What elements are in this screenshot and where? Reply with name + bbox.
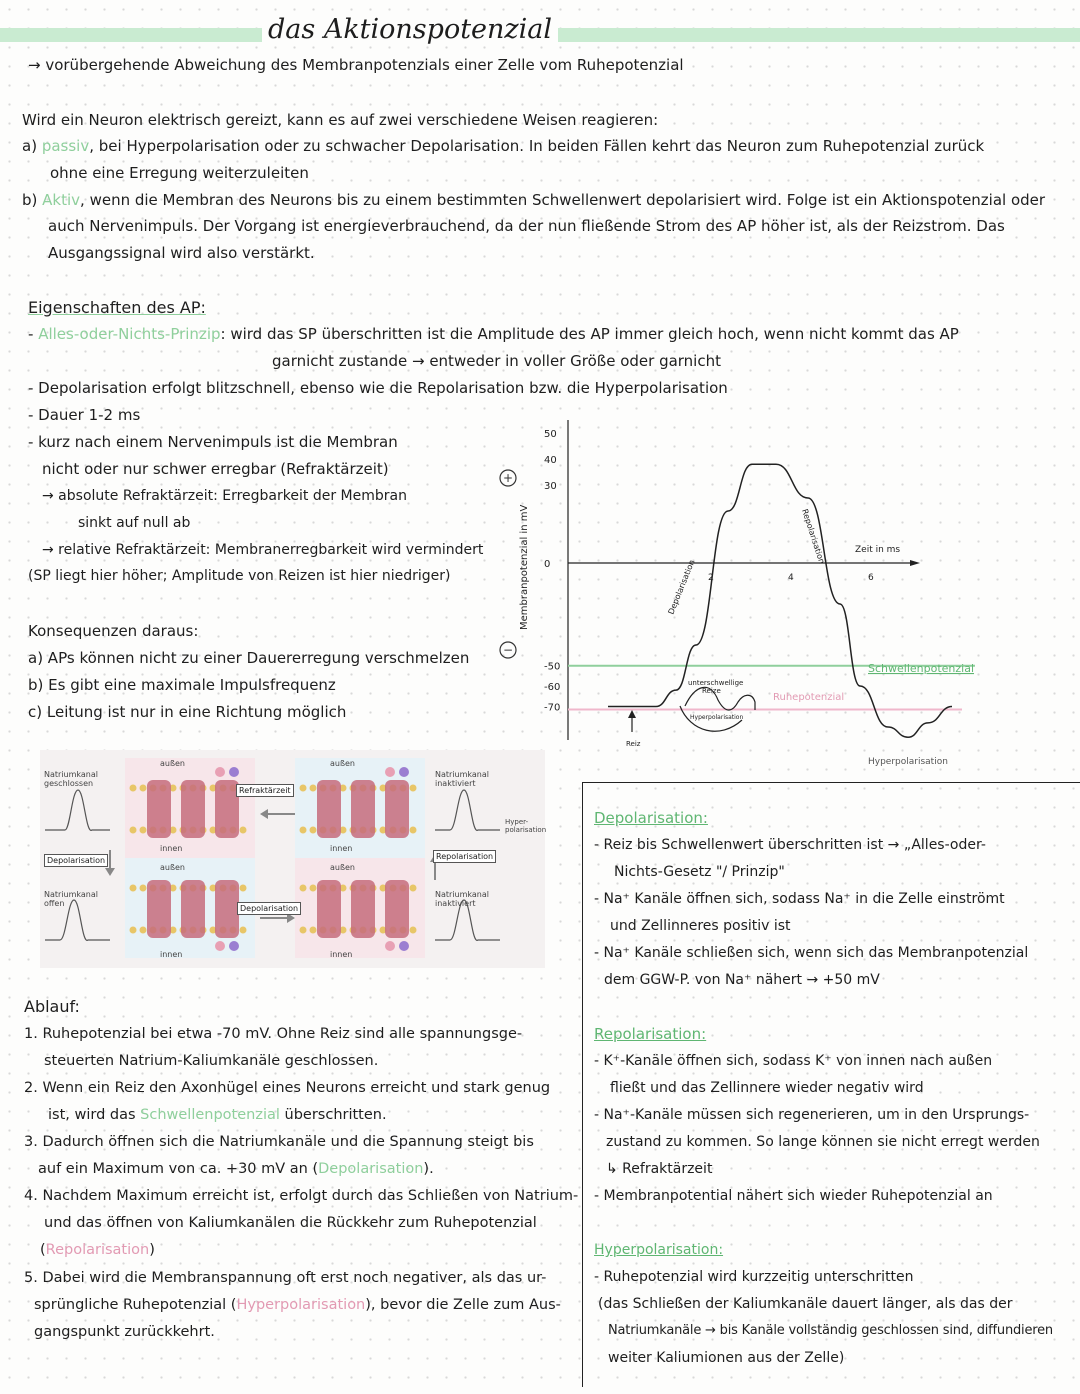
ion: [215, 941, 225, 951]
repol-heading: Repolarisation:: [594, 1025, 707, 1043]
y-tick-0: 50: [544, 429, 557, 440]
hyper-1: - Ruhepotenzial wird kurzzeitig unterschritten: [594, 1269, 914, 1285]
subthreshold-label: unterschwellige: [688, 679, 744, 687]
ion: [399, 767, 409, 777]
step-5: 5. Dabei wird die Membranspannung oft erst noch negativer, als das ur-: [24, 1270, 547, 1286]
lipid-head: [140, 885, 147, 892]
step-5-keyword: Hyperpolarisation: [236, 1297, 366, 1313]
y-tick-4: -50: [544, 661, 561, 673]
aussen-label-1: außen: [160, 759, 186, 768]
step-4-pre: (: [40, 1242, 46, 1258]
lipid-head: [130, 927, 137, 934]
y-tick-2: 30: [544, 481, 557, 492]
intro-b-cont1: auch Nervenimpuls. Der Vorgang ist energieverbrauchend, da der nun fließende Strom des AP höher ist, als der Reizstrom. Das: [48, 217, 1005, 235]
repol-3: - Membranpotential nähert sich wieder Ruhepotenzial an: [594, 1188, 993, 1204]
lipid-head: [300, 785, 307, 792]
step-2-pre: ist, wird das: [48, 1107, 141, 1123]
repolarisation-label: Repolarisation: [800, 507, 827, 565]
lipid-head: [310, 927, 317, 934]
depol-1: - Reiz bis Schwellenwert überschritten ist → „Alles-oder-: [594, 837, 986, 853]
x-ticks: [708, 573, 874, 583]
ion: [215, 767, 225, 777]
ion: [399, 941, 409, 951]
lipid-head: [300, 927, 307, 934]
step-5-cont: [34, 1295, 561, 1315]
step-5-pre: sprüngliche Ruhepotenzial (: [34, 1297, 237, 1313]
step-4-cont2: [40, 1240, 155, 1260]
depol-1-cont: Nichts-Gesetz "/ Prinzip": [614, 864, 785, 880]
step-3-pre: auf ein Maximum von ca. +30 mV an (: [38, 1161, 319, 1177]
x-axis-label: Zeit in ms: [855, 545, 901, 555]
property-5: → absolute Refraktärzeit: Erregbarkeit der Membran: [42, 488, 407, 504]
lipid-head: [310, 827, 317, 834]
repol-2-cont: zustand zu kommen. So lange können sie nicht erregt werden: [606, 1134, 1040, 1150]
intro-a: [22, 136, 984, 156]
lipid-head: [130, 785, 137, 792]
depol-3: - Na⁺ Kanäle schließen sich, wenn sich das Membranpotenzial: [594, 945, 1029, 961]
property-3: - Dauer 1-2 ms: [28, 406, 141, 424]
lipid-head: [410, 827, 417, 834]
step-3-post: ).: [423, 1161, 434, 1177]
step-3: 3. Dadurch öffnen sich die Natriumkanäle und die Spannung steigt bis: [24, 1134, 534, 1150]
ion-channel: [147, 880, 171, 938]
y-tick-1: 40: [544, 455, 557, 466]
lipid-head: [140, 927, 147, 934]
intro-b-cont2: Ausgangssignal wird also verstärkt.: [48, 244, 315, 262]
repol-2-cont2: ↳ Refraktärzeit: [606, 1161, 713, 1177]
consequence-a: a) APs können nicht zu einer Dauererregung verschmelzen: [28, 649, 470, 667]
y-tick-3: 0: [544, 559, 551, 570]
ion-channel: [385, 780, 409, 838]
intro-b-text: , wenn die Membran des Neurons bis zu einem bestimmten Schwellenwert depolarisiert wird. Folge ist ein Aktionspotenzial oder: [80, 191, 1046, 209]
depol-heading: Depolarisation:: [594, 809, 708, 827]
repol-1-cont: fließt und das Zellinnere wieder negativ wird: [610, 1080, 924, 1096]
intro-b-prefix: b): [22, 191, 38, 209]
x-tick-0: 2: [708, 573, 714, 583]
membrane-figure: [40, 750, 545, 968]
intro-a-text: , bei Hyperpolarisation oder zu schwacher Depolarisation. In beiden Fällen kehrt das Neuron zum Ruhepotenzial zurück: [89, 137, 985, 155]
ion: [385, 767, 395, 777]
subthreshold-label-2: Reize: [702, 687, 721, 695]
mini-ap-1: [45, 790, 110, 830]
depol-3-cont: dem GGW-P. von Na⁺ nähert → +50 mV: [604, 972, 880, 988]
depol-2-cont: und Zellinneres positiv ist: [610, 918, 791, 934]
threshold-label: Schwellenpotenzial: [868, 662, 975, 675]
repol-2: - Na⁺-Kanäle müssen sich regenerieren, um in den Ursprungs-: [594, 1107, 1030, 1123]
property-6: → relative Refraktärzeit: Membranerregbarkeit wird vermindert: [42, 542, 484, 558]
lipid-head: [410, 885, 417, 892]
resting-label: Ruhepotenzial: [773, 692, 845, 703]
lipid-head: [130, 827, 137, 834]
property-1: - Alles-oder-Nichts-Prinzip: wird das SP überschritten ist die Amplitude des AP immer gleich hoch, wenn nicht kommt das AP: [28, 325, 959, 343]
step-4-post: ): [149, 1242, 155, 1258]
aussen-label-3: außen: [330, 759, 356, 768]
box-top-line: [582, 782, 1080, 783]
depolarisation-figure-label: Depolarisation: [44, 854, 108, 867]
lipid-head: [140, 827, 147, 834]
natrium-inactive-label: Natriumkanal inaktiviert: [435, 770, 489, 788]
intro-line: Wird ein Neuron elektrisch gereizt, kann es auf zwei verschiedene Weisen reagieren:: [22, 111, 659, 129]
ablauf-heading: Ablauf:: [24, 997, 80, 1016]
step-2: 2. Wenn ein Reiz den Axonhügel eines Neurons erreicht und stark genug: [24, 1080, 551, 1096]
definition: → vorübergehende Abweichung des Membranpotenzials einer Zelle vom Ruhepotenzial: [28, 56, 684, 74]
ion: [229, 767, 239, 777]
hyper-1-cont: (das Schließen der Kaliumkanäle dauert länger, als das der: [598, 1296, 1013, 1312]
hyper-heading: Hyperpolarisation:: [594, 1242, 724, 1258]
step-2-keyword: Schwellenpotenzial: [140, 1107, 280, 1123]
hyper-small-label: Hyperpolarisation: [690, 714, 744, 721]
hyperpolarisation-label: Hyperpolarisation: [868, 757, 948, 767]
ion-channel: [181, 780, 205, 838]
ion-channel: [317, 880, 341, 938]
ion-channel: [147, 780, 171, 838]
ion-channel: [317, 780, 341, 838]
x-tick-1: 4: [788, 573, 794, 583]
lipid-head: [130, 885, 137, 892]
property-4: - kurz nach einem Nervenimpuls ist die Membran: [28, 433, 398, 451]
ion-channel: [385, 880, 409, 938]
y-tick-5: -60: [544, 682, 561, 693]
action-potential-chart: [480, 410, 980, 780]
arrow-down-left-head: [105, 868, 115, 876]
lipid-head: [240, 927, 247, 934]
lipid-head: [240, 827, 247, 834]
step-1: 1. Ruhepotenzial bei etwa -70 mV. Ohne Reiz sind alle spannungsge-: [24, 1026, 523, 1042]
natrium-closed-label: Natriumkanal geschlossen: [44, 770, 98, 788]
consequence-c: c) Leitung ist nur in eine Richtung möglich: [28, 703, 347, 721]
y-ticks: [544, 429, 560, 714]
ion: [229, 941, 239, 951]
lipid-head: [240, 885, 247, 892]
lipid-head: [310, 885, 317, 892]
step-3-keyword: Depolarisation: [318, 1161, 424, 1177]
intro-b: [22, 190, 1045, 210]
aussen-label-2: außen: [160, 863, 186, 872]
lipid-head: [410, 785, 417, 792]
property-4-cont: nicht oder nur schwer erregbar (Refraktärzeit): [42, 460, 389, 478]
property-2: - Depolarisation erfolgt blitzschnell, ebenso wie die Repolarisation bzw. die Hyperpolarisation: [28, 379, 728, 397]
x-axis-arrow: [910, 560, 920, 566]
natrium-inactive-label-2: Natriumkanal inaktiviert: [435, 890, 489, 908]
y-tick-6: -70: [544, 702, 561, 714]
step-4-keyword: Repolarisation: [45, 1242, 150, 1258]
lipid-head: [300, 885, 307, 892]
step-4: 4. Nachdem Maximum erreicht ist, erfolgt durch das Schließen von Natrium-: [24, 1188, 579, 1204]
step-1-cont: steuerten Natrium-Kaliumkanäle geschlossen.: [44, 1053, 379, 1069]
hyper-1-cont2: Natriumkanäle → bis Kanäle vollständig geschlossen sind, diffundieren: [608, 1323, 1053, 1338]
step-5-post: ), bevor die Zelle zum Aus-: [365, 1297, 561, 1313]
reiz-label: Reiz: [626, 740, 641, 748]
step-5-cont2: gangspunkt zurückkehrt.: [34, 1324, 215, 1340]
mini-ap-3: [435, 790, 500, 830]
page-title: das Aktionspotenzial: [262, 14, 558, 45]
depolarisation-label: Depolarisation: [666, 558, 697, 616]
box-left-line: [582, 782, 583, 1387]
reiz-arrow-head: [628, 710, 636, 718]
ion-channel: [181, 880, 205, 938]
depolarisation-figure-label-2: Depolarisation: [237, 902, 301, 915]
ion-channel: [215, 880, 239, 938]
repol-1: - K⁺-Kanäle öffnen sich, sodass K⁺ von innen nach außen: [594, 1053, 993, 1069]
intro-b-keyword: Aktiv: [42, 191, 81, 209]
intro-a-keyword: passiv: [41, 137, 90, 155]
step-2-post: überschritten.: [279, 1107, 387, 1123]
consequence-b: b) Es gibt eine maximale Impulsfrequenz: [28, 676, 336, 694]
innen-label-3: innen: [330, 844, 353, 853]
x-tick-2: 6: [868, 573, 874, 583]
innen-label-4: innen: [330, 950, 353, 959]
lipid-head: [310, 785, 317, 792]
hyper-1-cont3: weiter Kaliumionen aus der Zelle): [608, 1350, 845, 1366]
property-1-keyword: Alles-oder-Nichts-Prinzip: [38, 325, 221, 343]
innen-label-1: innen: [160, 844, 183, 853]
intro-a-prefix: a): [22, 137, 38, 155]
refraktaerzeit-label: Refraktärzeit: [236, 784, 294, 797]
ion: [385, 941, 395, 951]
step-4-cont: und das öffnen von Kaliumkanälen die Rückkehr zum Ruhepotenzial: [44, 1215, 537, 1231]
natrium-open-label: Natriumkanal offen: [44, 890, 98, 908]
consequences-heading: Konsequenzen daraus:: [28, 622, 199, 640]
depol-2: - Na⁺ Kanäle öffnen sich, sodass Na⁺ in die Zelle einströmt: [594, 891, 1005, 907]
y-axis-label: Membranpotenzial in mV: [519, 504, 530, 630]
aussen-label-4: außen: [330, 863, 356, 872]
step-2-cont: [48, 1105, 387, 1125]
plus-sign: +: [502, 471, 514, 485]
repolarisation-figure-label: Repolarisation: [433, 850, 496, 863]
hyperpolarisation-figure-label: Hyper-polarisation: [505, 818, 547, 834]
minus-sign: −: [502, 643, 514, 657]
properties-heading: Eigenschaften des AP:: [28, 298, 206, 317]
property-1-text: : wird das SP überschritten ist die Amplitude des AP immer gleich hoch, wenn nicht kommt das AP: [220, 325, 959, 343]
intro-a-cont: ohne eine Erregung weiterzuleiten: [50, 164, 309, 182]
ion-channel: [351, 780, 375, 838]
ion-channel: [351, 880, 375, 938]
step-3-cont: [38, 1159, 434, 1179]
lipid-head: [300, 827, 307, 834]
property-5-cont: sinkt auf null ab: [78, 515, 191, 531]
lipid-head: [410, 927, 417, 934]
property-1-cont: garnicht zustande → entweder in voller Größe oder garnicht: [272, 352, 721, 370]
property-6-cont: (SP liegt hier höher; Amplitude von Reizen ist hier niedriger): [28, 568, 451, 584]
arrow-left-top-head: [260, 809, 268, 819]
innen-label-2: innen: [160, 950, 183, 959]
lipid-head: [140, 785, 147, 792]
